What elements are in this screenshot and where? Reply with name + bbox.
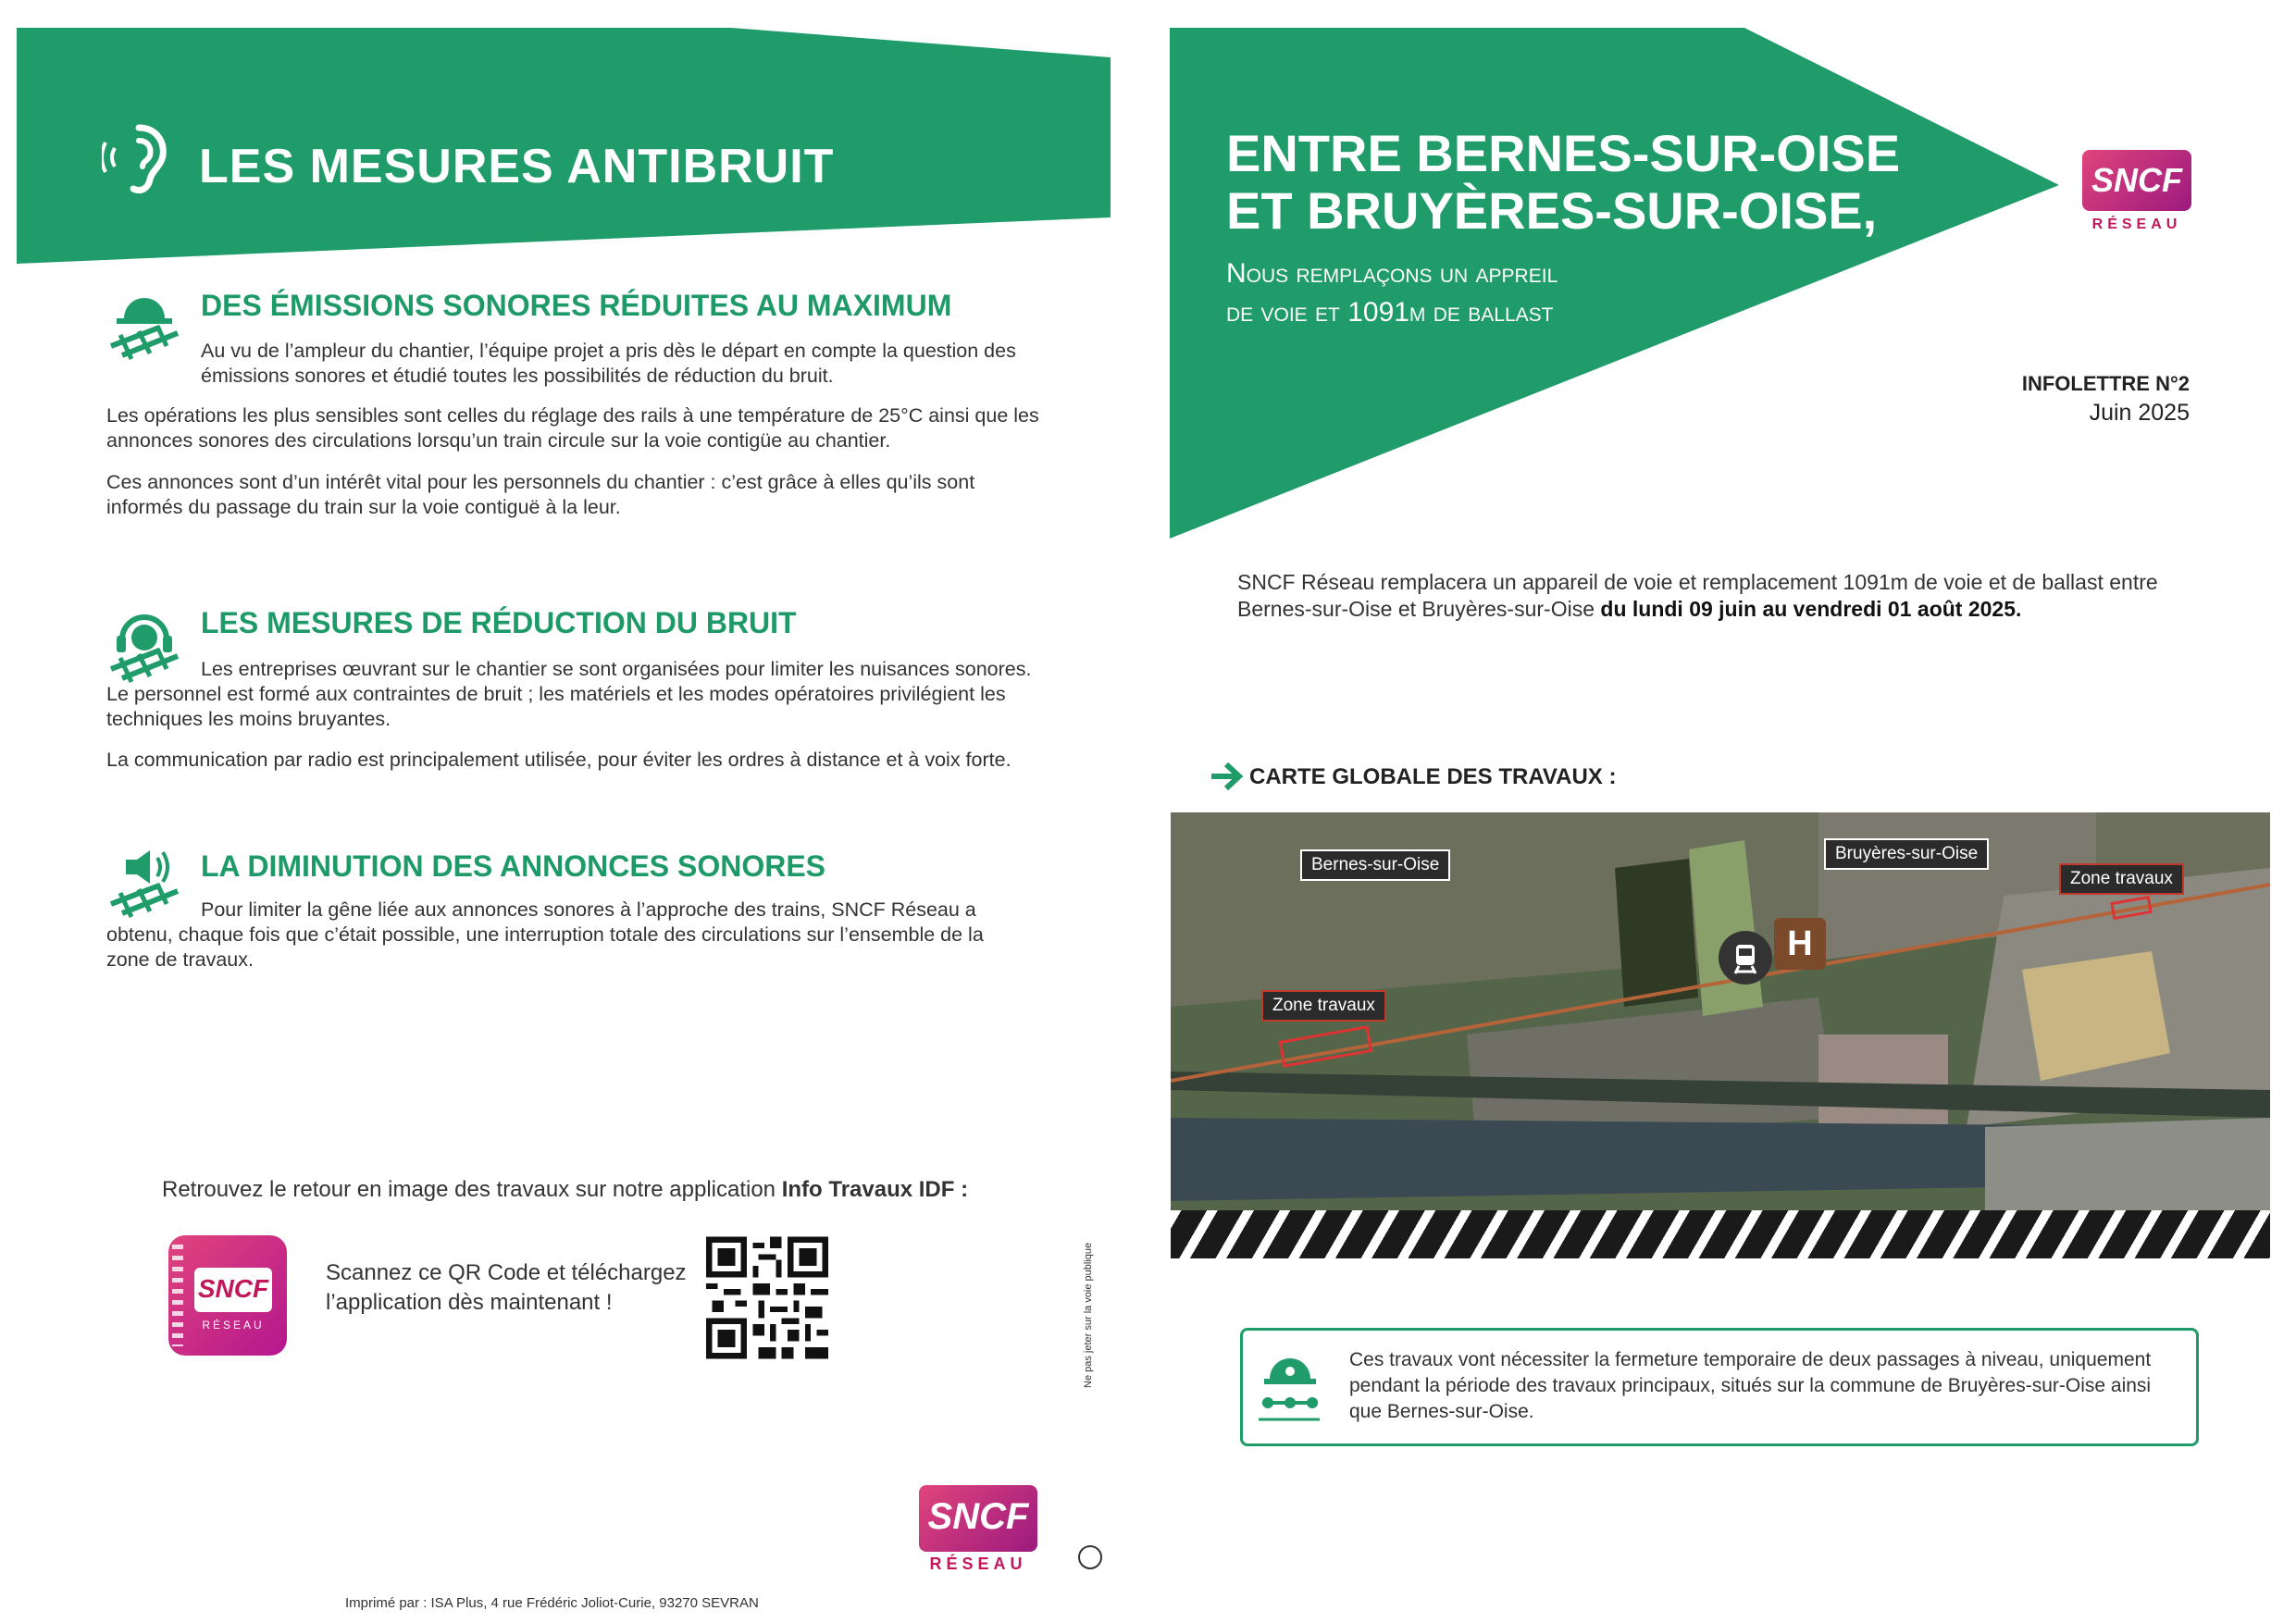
works-map[interactable] bbox=[1171, 812, 2270, 1258]
infolettre-date: Juin 2025 bbox=[2089, 400, 2190, 426]
sncf-logo-bottom-text: SNCF bbox=[927, 1496, 1029, 1537]
map-label-zone-right: Zone travaux bbox=[2059, 863, 2184, 895]
right-title-line-1: ENTRE BERNES-SUR-OISE bbox=[1226, 124, 1901, 182]
worker-track-icon bbox=[104, 289, 187, 367]
section-title-reduction: LES MESURES DE RÉDUCTION DU BRUIT bbox=[201, 606, 797, 639]
info-box bbox=[1240, 1328, 2199, 1446]
app-name: Info Travaux IDF : bbox=[781, 1177, 969, 1202]
sncf-logo-bottom-sub: RÉSEAU bbox=[929, 1555, 1027, 1573]
arrow-right-icon bbox=[1210, 761, 1245, 797]
map-label-bernes: Bernes-sur-Oise bbox=[1300, 849, 1450, 881]
section-title-emissions: DES ÉMISSIONS SONORES RÉDUITES AU MAXIMUM bbox=[201, 289, 952, 322]
info-box-text: Ces travaux vont nécessiter la fermeture temporaire de deux passages à niveau, uniquement pendant la période des travaux principaux, situés sur la commune de Bruyères-sur-Oise ainsi que Bernes-sur-Oise. bbox=[1349, 1349, 2152, 1422]
app-promo-line bbox=[162, 1177, 968, 1203]
left-header-title: LES MESURES ANTIBRUIT bbox=[199, 140, 835, 193]
qr-caption-line-2: l’application dès maintenant ! bbox=[326, 1290, 613, 1315]
recycle-icon bbox=[1078, 1545, 1102, 1569]
app-icon-sub: RÉSEAU bbox=[202, 1319, 265, 1332]
app-icon[interactable] bbox=[168, 1235, 287, 1356]
right-title-line-2: ET BRUYÈRES-SUR-OISE, bbox=[1226, 181, 1878, 240]
right-subtitle-line-1: Nous remplaçons un appreil bbox=[1226, 258, 1558, 289]
section-emissions-paragraph-1: Au vu de l’ampleur du chantier, l’équipe projet a pris dès le départ en compte la question des émissions sonores et étudié toutes les possibilités de réduction du bruit. bbox=[201, 340, 1016, 387]
sncf-logo-bottom bbox=[919, 1485, 1037, 1552]
train-station-icon bbox=[1719, 931, 1772, 985]
intro-text: SNCF Réseau remplacera un appareil de voie et remplacement 1091m de voie et de ballast entre Bernes-sur-Oise et Bruyères-sur-Oise bbox=[1237, 570, 2158, 621]
map-hazard-stripes bbox=[1171, 1210, 2270, 1258]
level-crossing-icon bbox=[1257, 1344, 1322, 1433]
vertical-note: Ne pas jeter sur la voie publique bbox=[1083, 1242, 1094, 1388]
sncf-logo-top bbox=[2082, 150, 2191, 211]
map-label-zone-left: Zone travaux bbox=[1261, 990, 1386, 1022]
ear-icon bbox=[102, 118, 176, 202]
infolettre-block bbox=[2022, 372, 2190, 427]
section-reduction-paragraph-1: Les entreprises œuvrant sur le chantier se sont organisées pour limiter les nuisances sonores. Le personnel est formé aux contraintes de bruit ; les matériels et les modes opératoires privilégient les techniques les moins bruyantes. bbox=[106, 658, 1032, 730]
app-promo-prefix: Retrouvez le retour en image des travaux sur notre application bbox=[162, 1177, 782, 1202]
printer-credit: Imprimé par : ISA Plus, 4 rue Frédéric Joliot-Curie, 93270 SEVRAN bbox=[345, 1595, 759, 1611]
map-station-badge: H bbox=[1774, 918, 1826, 970]
infolettre-number: INFOLETTRE N°2 bbox=[2021, 372, 2190, 395]
right-subtitle-line-2: de voie et 1091m de ballast bbox=[1226, 297, 1554, 328]
map-title: CARTE GLOBALE DES TRAVAUX : bbox=[1249, 764, 1617, 789]
intro-dates: du lundi 09 juin au vendredi 01 août 2025. bbox=[1600, 597, 2022, 621]
map-label-bruyeres: Bruyères-sur-Oise bbox=[1824, 838, 1989, 870]
sncf-logo-top-sub: RÉSEAU bbox=[2091, 217, 2182, 232]
section-title-announcements: LA DIMINUTION DES ANNONCES SONORES bbox=[201, 849, 825, 883]
qr-code[interactable] bbox=[706, 1235, 828, 1360]
right-subtitle bbox=[1226, 254, 1558, 332]
section-emissions-paragraph-2: Les opérations les plus sensibles sont celles du réglage des rails à une température de 25°C ainsi que les annonces sonores des circulations lorsqu’un train circule sur la voie contigüe au chantier. bbox=[106, 404, 1039, 452]
section-announcements-paragraph-1: Pour limiter la gêne liée aux annonces sonores à l’approche des trains, SNCF Réseau a obtenu, chaque fois que c’était possible, une interruption totale des circulations sur l’ensemble de la zone de travaux. bbox=[106, 898, 984, 971]
section-reduction-paragraph-2: La communication par radio est principalement utilisée, pour éviter les ordres à distance et à voix forte. bbox=[106, 749, 1011, 771]
section-emissions-paragraph-3: Ces annonces sont d’un intérêt vital pour les personnels du chantier : c’est grâce à elles qu’ils sont informés du passage du train sur la voie contiguë à la leur. bbox=[106, 471, 975, 518]
right-title bbox=[1226, 125, 1900, 240]
sncf-logo-top-text: SNCF bbox=[2091, 161, 2182, 199]
intro-paragraph bbox=[1237, 569, 2200, 623]
qr-caption bbox=[326, 1258, 687, 1318]
qr-caption-line-1: Scannez ce QR Code et téléchargez bbox=[326, 1260, 687, 1285]
app-icon-logo: SNCF bbox=[197, 1274, 269, 1303]
